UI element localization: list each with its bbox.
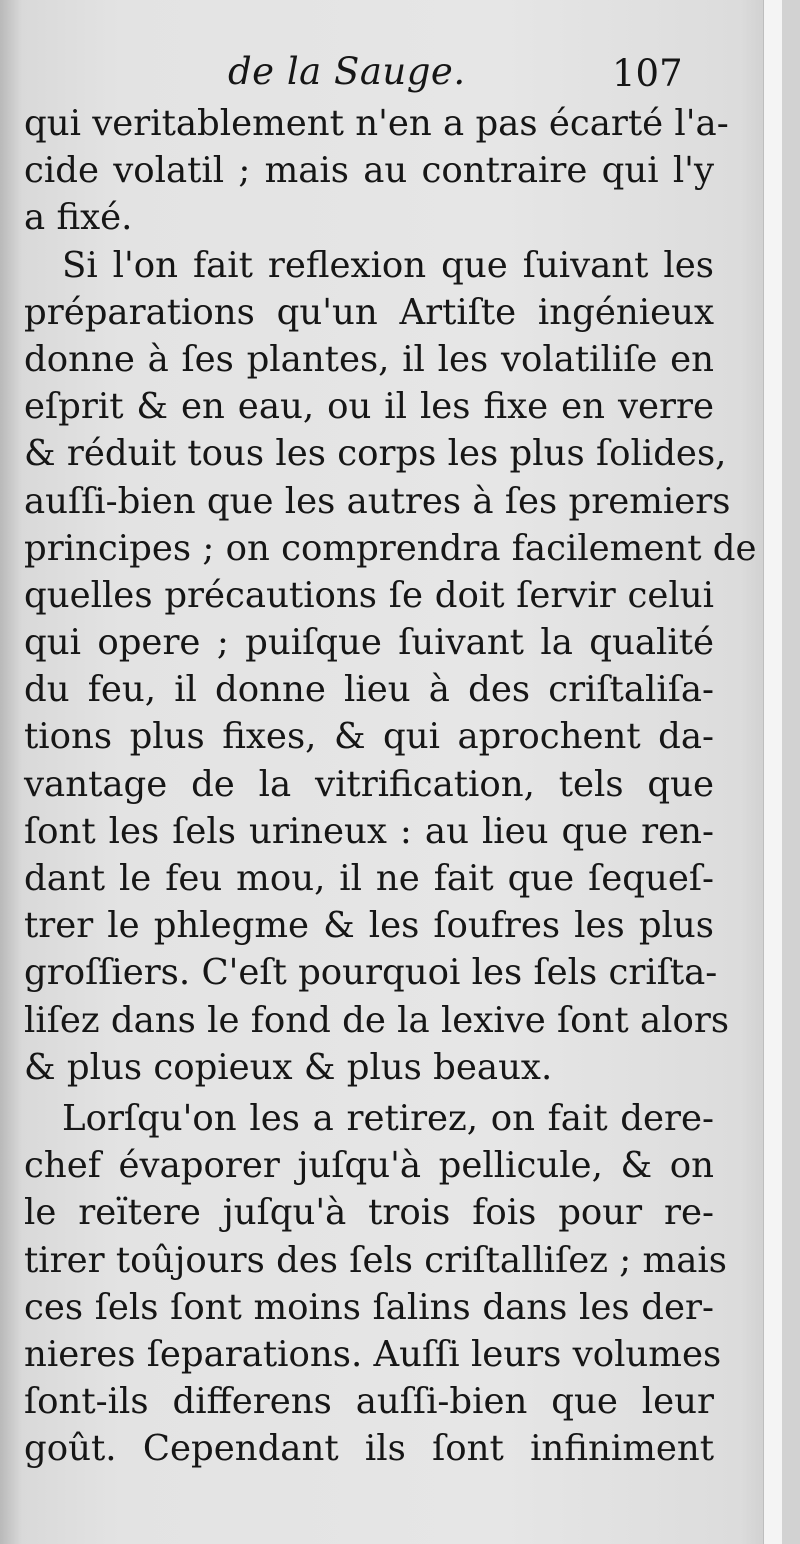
page-number: 107 (612, 52, 683, 95)
text-line: dant le feu mou, il ne fait que ſequeſ- (24, 858, 714, 899)
text-line: donne à ſes plantes, il les volatiliſe en (24, 338, 714, 380)
text-line: Lorſqu'on les a retirez, on fait dere- (62, 1097, 714, 1139)
text-line: ces ſels ſont moins ſalins dans les der- (24, 1286, 714, 1328)
text-line: principes ; on comprendra facilement de (24, 527, 757, 569)
text-line: chef évaporer juſqu'à pellicule, & on (24, 1145, 714, 1187)
text-line: ſont les ſels urineux : au lieu que ren- (24, 810, 714, 852)
text-line: groſſiers. C'eſt pourquoi les ſels criſta- (24, 952, 718, 994)
text-line: nieres ſeparations. Auſſi leurs volumes (24, 1333, 722, 1375)
text-line: & réduit tous les corps les plus ſolides, (24, 433, 727, 475)
paragraph (24, 100, 729, 242)
text-line: le reïtere juſqu'à trois fois pour re- (24, 1192, 714, 1234)
text-line: Si l'on fait reflexion que ſuivant les (62, 244, 714, 286)
text-line: quelles précautions ſe doit ſervir celui (24, 574, 714, 616)
text-line: ſont-ils differens auſſi-bien que leur (24, 1381, 714, 1423)
page-edge (763, 0, 782, 1544)
paragraph (24, 242, 757, 1091)
text-line: trer le phlegme & les ſoufres les plus (24, 905, 714, 947)
text-line: & plus copieux & plus beaux. (24, 1046, 553, 1088)
text-line: qui veritablement n'en a pas écarté l'a- (24, 103, 729, 144)
text-line: vantage de la vitrification, tels que (24, 763, 714, 805)
text-line: goût. Cependant ils ſont infiniment (24, 1428, 714, 1470)
body-text (24, 100, 757, 1472)
text-line: du feu, il donne lieu à des criſtaliſa- (24, 669, 714, 711)
text-line: tions plus fixes, & qui aprochent da- (24, 716, 714, 758)
text-line: liſez dans le fond de la lexive ſont alors (24, 999, 730, 1041)
page-header (0, 48, 782, 100)
running-head: de la Sauge. (228, 50, 466, 93)
text-line: tirer toûjours des ſels criſtalliſez ; mais (24, 1239, 727, 1281)
text-line: préparations qu'un Artiſte ingénieux (24, 291, 714, 333)
text-line: cide volatil ; mais au contraire qui l'y (24, 150, 714, 192)
text-line: auſſi-bien que les autres à ſes premiers (24, 480, 731, 522)
text-line: a fixé. (24, 197, 133, 239)
text-line: qui opere ; puiſque ſuivant la qualité (24, 622, 714, 664)
paragraph (24, 1095, 727, 1473)
text-line: eſprit & en eau, ou il les fixe en verre (24, 386, 714, 428)
